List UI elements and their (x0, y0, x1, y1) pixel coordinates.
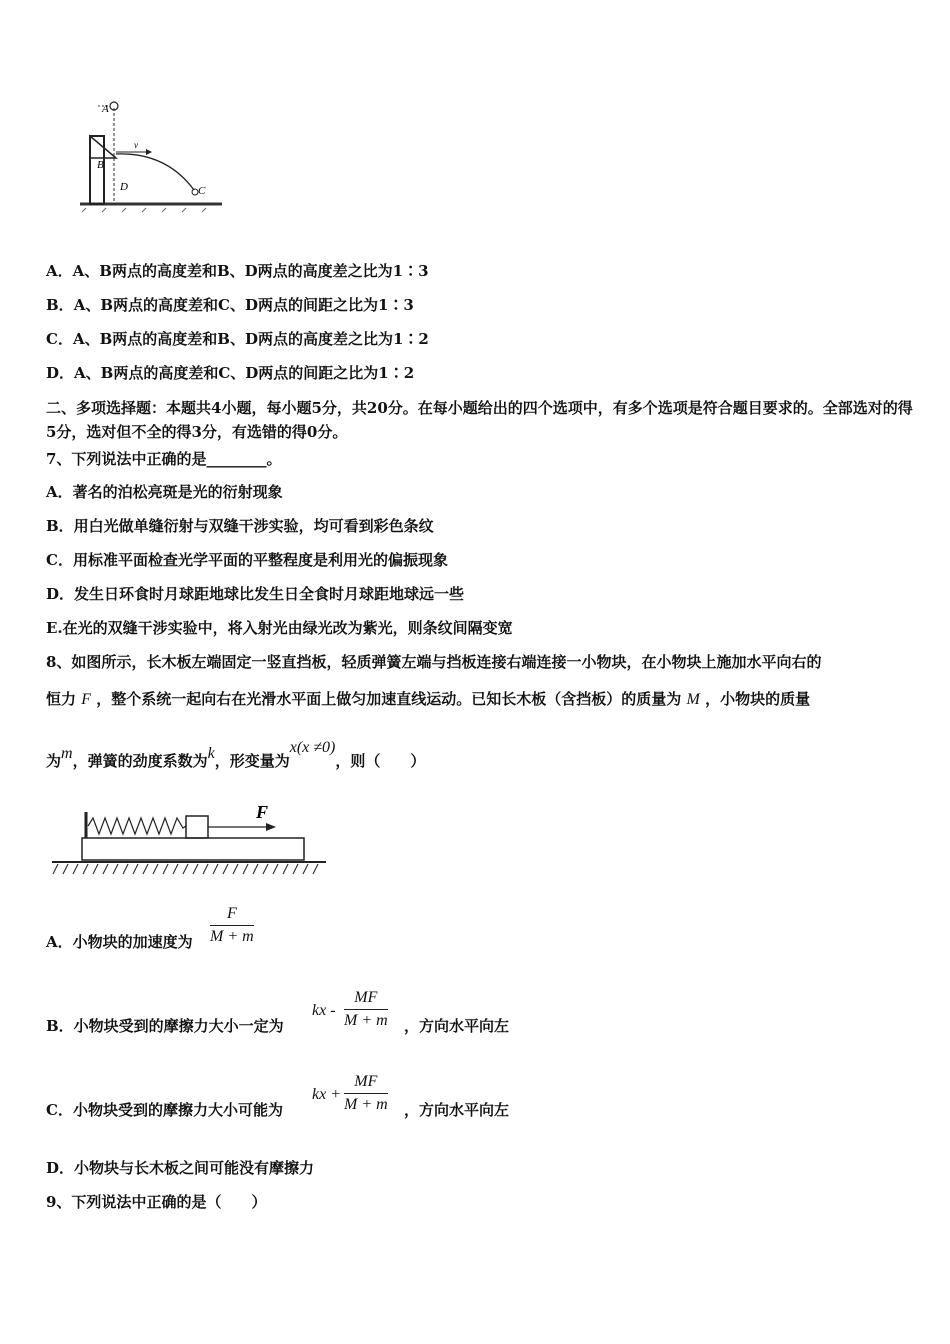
q7-option-a: A．著名的泊松亮斑是光的衍射现象 (46, 483, 283, 501)
q8-option-b: B．小物块受到的摩擦力大小一定为 (46, 1017, 284, 1035)
q8-option-c-fraction: $\frac{MF}{M + m}$ (344, 1073, 388, 1113)
q7-option-b: B．用白光做单缝衍射与双缝干涉实验，均可看到彩色条纹 (46, 517, 434, 535)
q8-option-a: A．小物块的加速度为 (46, 933, 193, 951)
q8-stem-line2: 恒力 F ，整个系统一起向右在光滑水平面上做匀加速直线运动。已知长木板（含挡板）的质量为 M ，小物块的质量 (46, 690, 811, 708)
q6-option-b: B．A、B两点的高度差和C、D两点的间距之比为1∶3 (46, 296, 414, 314)
expr-x: x(x ≠0) (289, 739, 336, 756)
q6-option-d: D．A、B两点的高度差和C、D两点的间距之比为1∶2 (46, 364, 415, 382)
label-B: B (97, 159, 104, 171)
q9-stem: 9、下列说法中正确的是（ ） (46, 1193, 267, 1211)
label-A: A (102, 103, 109, 115)
label-v: v (134, 140, 138, 150)
q6-option-a: A．A、B两点的高度差和B、D两点的高度差之比为1∶3 (46, 262, 429, 280)
force-label: F (256, 802, 269, 822)
q8-option-b-fraction: $\frac{MF}{M + m}$ (344, 989, 388, 1029)
q7-option-c: C．用标准平面检查光学平面的平整程度是利用光的偏振现象 (46, 551, 448, 569)
q6-option-c: C．A、B两点的高度差和B、D两点的高度差之比为1∶2 (46, 330, 429, 348)
label-D: D (120, 181, 128, 193)
q7-option-e: E.在光的双缝干涉实验中，将入射光由绿光改为紫光，则条纹间隔变宽 (46, 619, 513, 637)
q7-stem: 7、下列说法中正确的是________。 (46, 450, 282, 468)
label-C: C (198, 185, 206, 197)
q8-option-c-suffix: ，方向水平向左 (404, 1101, 510, 1119)
q8-stem-line3: 为m，弹簧的劲度系数为k，形变量为x(x ≠0)，则（ ） (46, 739, 426, 770)
q8-stem-line1: 8、如图所示，长木板左端固定一竖直挡板，轻质弹簧左端与挡板连接右端连接一小物块，在小物块上施加水平向右的 (46, 653, 822, 671)
symbol-M: M (686, 691, 700, 708)
q8-option-c: C．小物块受到的摩擦力大小可能为 (46, 1101, 283, 1119)
symbol-F: F (81, 691, 92, 708)
q7-option-d: D．发生日环食时月球距地球比发生日全食时月球距地球远一些 (46, 585, 465, 603)
section-2-header: 二、多项选择题：本题共4小题，每小题5分，共20分。在每小题给出的四个选项中，有多个选项是符合题目要求的。全部选对的得5分，选对但不全的得3分，有选错的得0分。 (46, 399, 913, 441)
symbol-k: k (207, 745, 215, 762)
q8-option-b-term: kx - (312, 1002, 336, 1019)
q8-option-a-fraction: $\frac{F}{M + m}$ (210, 905, 254, 945)
symbol-m: m (61, 745, 73, 762)
projectile-figure (76, 96, 226, 221)
q8-option-c-term: kx + (312, 1086, 341, 1103)
q8-option-d: D．小物块与长木板之间可能没有摩擦力 (46, 1159, 315, 1177)
spring-board-figure (50, 796, 330, 880)
q8-option-b-suffix: ，方向水平向左 (404, 1017, 510, 1035)
